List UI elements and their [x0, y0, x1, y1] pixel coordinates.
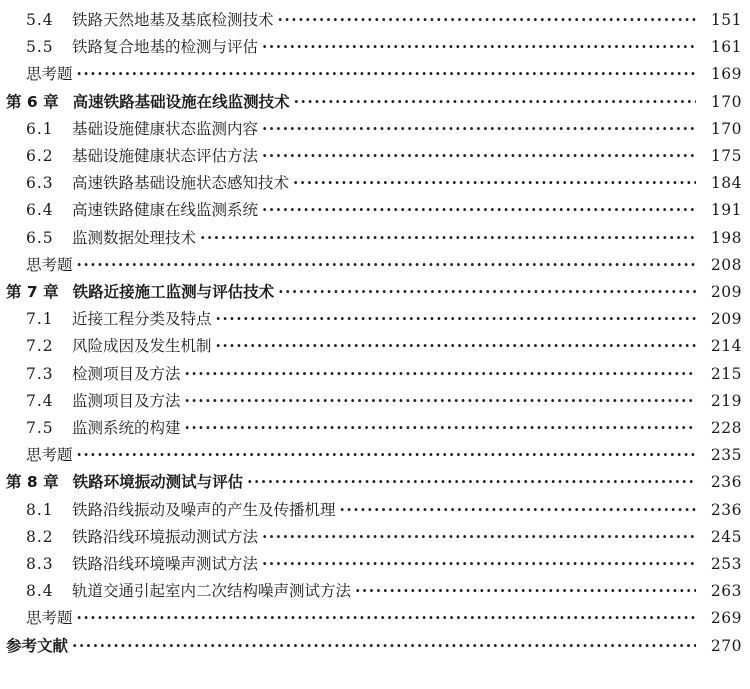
- section-number: 6.2: [26, 147, 54, 165]
- toc-section-row[interactable]: [0, 306, 750, 332]
- entry-title: 风险成因及发生机制: [72, 337, 212, 356]
- page-number: 198: [710, 228, 742, 247]
- page-number: 270: [710, 636, 742, 655]
- toc-questions-row[interactable]: [0, 605, 750, 631]
- dot-leader: [262, 116, 696, 142]
- entry-title: 近接工程分类及特点: [72, 310, 212, 329]
- toc-section-row[interactable]: [0, 197, 750, 223]
- section-number: 8.4: [26, 582, 54, 601]
- entry-title: 参考文献: [6, 636, 69, 655]
- dot-leader: [247, 469, 696, 495]
- chapter-name: 铁路环境振动测试与评估: [72, 473, 244, 492]
- toc-section-row[interactable]: [0, 551, 750, 577]
- page-number: 236: [710, 500, 742, 519]
- section-number: 6.1: [26, 119, 54, 138]
- section-number: 7.3: [26, 364, 54, 383]
- section-number: 7.4: [26, 391, 54, 410]
- page-number: 169: [710, 65, 742, 84]
- dot-leader: [185, 388, 696, 414]
- dot-leader: [294, 89, 696, 115]
- entry-title: 轨道交通引起室内二次结构噪声测试方法: [72, 582, 352, 601]
- page-number: 184: [710, 174, 742, 193]
- dot-leader: [185, 415, 696, 441]
- dot-leader: [262, 197, 696, 223]
- toc-section-row[interactable]: [0, 497, 750, 523]
- toc-section-row[interactable]: [0, 361, 750, 387]
- dot-leader: [262, 524, 696, 550]
- page-number: 235: [710, 446, 742, 465]
- entry-title: 基础设施健康状态监测内容: [72, 119, 259, 138]
- toc-section-row[interactable]: [0, 116, 750, 142]
- entry-title: 高速铁路健康在线监测系统: [72, 201, 259, 220]
- page-number: 175: [710, 147, 742, 165]
- dot-leader: [72, 633, 696, 659]
- page-number: 209: [710, 310, 742, 329]
- entry-title: 检测项目及方法: [72, 364, 181, 383]
- entry-title: 思考题: [26, 446, 73, 465]
- toc-chapter-row[interactable]: [0, 89, 750, 115]
- section-number: 7.5: [26, 419, 54, 437]
- dot-leader: [262, 34, 696, 60]
- page-number: 191: [710, 201, 742, 220]
- page-number: 253: [710, 555, 742, 573]
- chapter-title: [0, 89, 290, 115]
- page-number: 170: [710, 92, 742, 111]
- chapter-title: [0, 469, 243, 495]
- page-number: 245: [710, 527, 742, 546]
- entry-title: 铁路沿线环境振动测试方法: [72, 527, 259, 546]
- dot-leader: [77, 442, 696, 468]
- entry-title: 思考题: [26, 609, 73, 628]
- section-number: 6.5: [26, 228, 54, 247]
- toc-section-row[interactable]: [0, 7, 750, 33]
- section-number: 7.1: [26, 310, 54, 329]
- section-number: 5.4: [26, 11, 54, 29]
- page-number: 219: [710, 391, 742, 410]
- toc-references-row[interactable]: [0, 633, 750, 659]
- dot-leader: [216, 306, 696, 332]
- page-number: 263: [710, 582, 742, 601]
- page-number: 170: [710, 119, 742, 138]
- entry-title: 铁路天然地基及基底检测技术: [72, 11, 274, 29]
- dot-leader: [278, 7, 696, 33]
- page-number: 228: [710, 419, 742, 437]
- dot-leader: [262, 143, 696, 169]
- chapter-label: 第 8 章: [6, 473, 59, 492]
- entry-title: 监测系统的构建: [72, 419, 181, 437]
- chapter-label: 第 7 章: [6, 283, 59, 301]
- dot-leader: [355, 578, 696, 604]
- chapter-label: 第 6 章: [6, 92, 59, 111]
- toc-questions-row[interactable]: [0, 252, 750, 278]
- dot-leader: [77, 605, 696, 631]
- dot-leader: [185, 361, 696, 387]
- entry-title: 铁路沿线振动及噪声的产生及传播机理: [72, 500, 336, 519]
- page-number: 269: [710, 609, 742, 628]
- toc-section-row[interactable]: [0, 388, 750, 414]
- section-number: 8.1: [26, 500, 54, 519]
- toc-chapter-row[interactable]: [0, 279, 750, 305]
- dot-leader: [77, 252, 696, 278]
- page-number: 151: [710, 11, 742, 29]
- entry-title: 铁路复合地基的检测与评估: [72, 38, 259, 57]
- section-number: 8.2: [26, 527, 54, 546]
- toc-section-row[interactable]: [0, 170, 750, 196]
- toc-section-row[interactable]: [0, 225, 750, 251]
- chapter-title: [0, 279, 274, 305]
- page-number: 161: [710, 38, 742, 57]
- page-number: 209: [710, 283, 742, 301]
- section-number: 7.2: [26, 337, 54, 356]
- dot-leader: [278, 279, 696, 305]
- entry-title: 铁路沿线环境噪声测试方法: [72, 555, 259, 573]
- entry-title: 思考题: [26, 65, 73, 84]
- toc-section-row[interactable]: [0, 143, 750, 169]
- dot-leader: [200, 225, 696, 251]
- entry-title: 监测数据处理技术: [72, 228, 197, 247]
- chapter-name: 高速铁路基础设施在线监测技术: [72, 92, 290, 111]
- toc-section-row[interactable]: [0, 578, 750, 604]
- entry-title: 高速铁路基础设施状态感知技术: [72, 174, 290, 193]
- entry-title: 监测项目及方法: [72, 391, 181, 410]
- chapter-name: 铁路近接施工监测与评估技术: [72, 283, 275, 301]
- dot-leader: [293, 170, 696, 196]
- toc-section-row[interactable]: [0, 524, 750, 550]
- page-number: 208: [710, 255, 742, 274]
- section-number: 5.5: [26, 38, 54, 57]
- toc-questions-row[interactable]: [0, 442, 750, 468]
- section-number: 8.3: [26, 555, 54, 573]
- section-number: 6.3: [26, 174, 54, 193]
- page-number: 236: [710, 473, 742, 492]
- page-number: 214: [710, 337, 742, 356]
- entry-title: 思考题: [26, 255, 73, 274]
- toc-questions-row[interactable]: [0, 61, 750, 87]
- toc-section-row[interactable]: [0, 34, 750, 60]
- dot-leader: [262, 551, 696, 577]
- toc-section-row[interactable]: [0, 333, 750, 359]
- dot-leader: [340, 497, 696, 523]
- dot-leader: [216, 333, 696, 359]
- dot-leader: [77, 61, 696, 87]
- entry-title: 基础设施健康状态评估方法: [72, 147, 259, 165]
- toc-chapter-row[interactable]: [0, 469, 750, 495]
- page-number: 215: [710, 364, 742, 383]
- toc-section-row[interactable]: [0, 415, 750, 441]
- section-number: 6.4: [26, 201, 54, 220]
